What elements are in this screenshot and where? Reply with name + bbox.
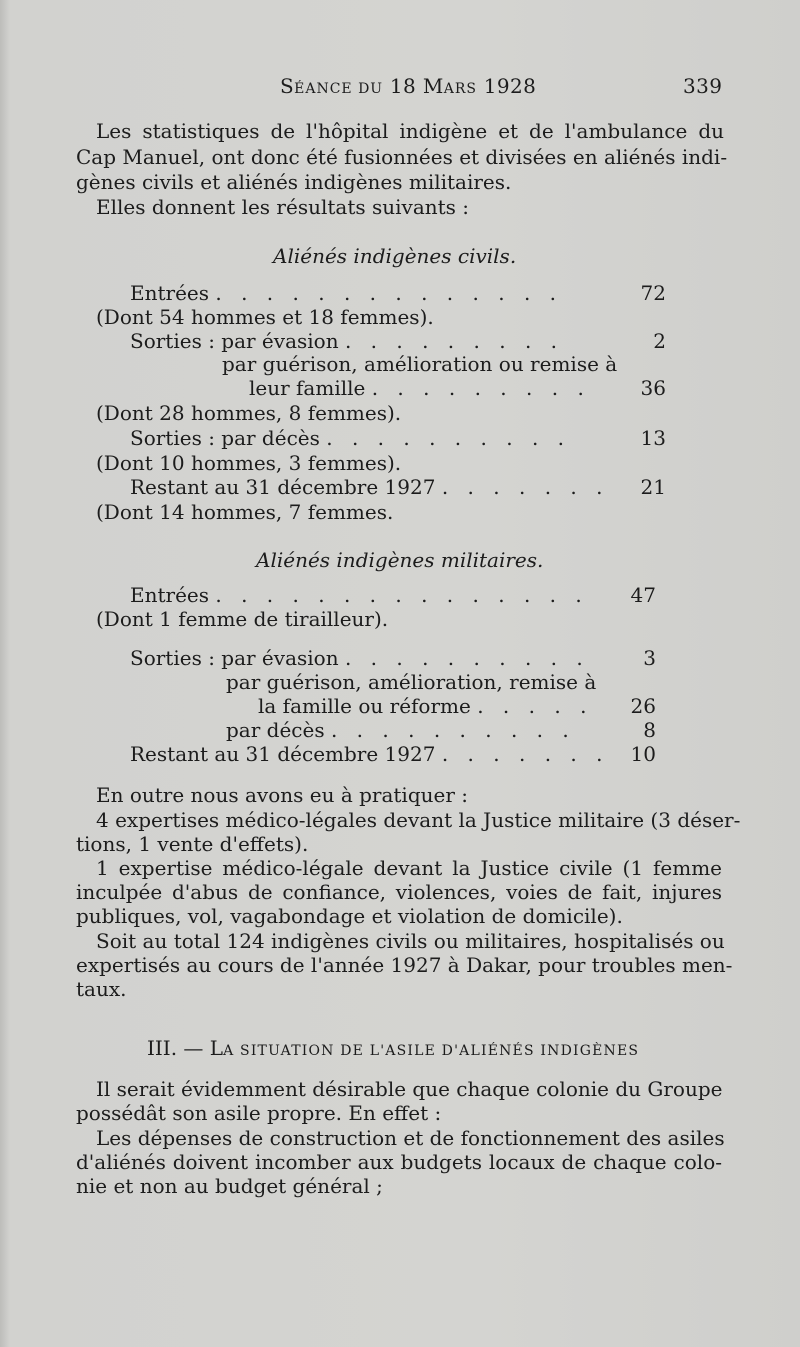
civils-dont-2: (Dont 28 hommes, 8 femmes). — [96, 401, 402, 425]
civils-dont-1: (Dont 54 hommes et 18 femmes). — [96, 305, 434, 329]
civils-sorties-evasion: Sorties : par évasion . . . . . . . . . — [130, 329, 564, 353]
militaires-guerison-line-1: par guérison, amélioration, remise à — [226, 670, 597, 694]
civils-entrees-value: 72 — [640, 281, 666, 305]
outro-line-7: Soit au total 124 indigènes civils ou militaires, hospitalisés ou — [96, 929, 725, 953]
outro-line-9: taux. — [76, 977, 127, 1001]
civils-deces-value: 13 — [640, 426, 666, 450]
civils-restant: Restant au 31 décembre 1927 . . . . . . . — [130, 475, 609, 499]
outro-line-4: 1 expertise médico-légale devant la Justice civile (1 femme — [96, 856, 722, 880]
running-header — [0, 74, 800, 98]
section-3-line-5: nie et non au budget général ; — [76, 1174, 383, 1198]
intro-line-2: Cap Manuel, ont donc été fusionnées et divisées en aliénés indi- — [76, 145, 728, 169]
civils-dont-3: (Dont 10 hommes, 3 femmes). — [96, 451, 402, 475]
outro-line-8: expertisés au cours de l'année 1927 à Dakar, pour troubles men- — [76, 953, 733, 977]
militaires-entrees: Entrées . . . . . . . . . . . . . . . — [130, 583, 589, 607]
militaires-deces: par décès . . . . . . . . . . — [226, 718, 576, 742]
intro-line-4: Elles donnent les résultats suivants : — [96, 195, 470, 219]
intro-line-3: gènes civils et aliénés indigènes militaires. — [76, 170, 512, 194]
intro-line-1: Les statistiques de l'hôpital indigène et de l'ambulance du — [96, 119, 724, 143]
civils-entrees: Entrées . . . . . . . . . . . . . . — [130, 281, 563, 305]
militaires-dont-1: (Dont 1 femme de tirailleur). — [96, 607, 389, 631]
militaires-guerison-value: 26 — [630, 694, 656, 718]
militaires-restant-value: 10 — [630, 742, 656, 766]
civils-restant-value: 21 — [640, 475, 666, 499]
section-3-line-2: possédât son asile propre. En effet : — [76, 1101, 442, 1125]
civils-dont-4: (Dont 14 hommes, 7 femmes. — [96, 500, 394, 524]
civils-heading: Aliénés indigènes civils. — [273, 244, 517, 268]
civils-guerison-value: 36 — [640, 376, 666, 400]
militaires-guerison-line-2: la famille ou réforme . . . . . — [258, 694, 593, 718]
militaires-deces-value: 8 — [643, 718, 656, 742]
section-3-title: III. — LA SITUATION DE L'ASILE D'ALIÉNÉS INDIGÈNES — [147, 1036, 640, 1060]
militaires-heading: Aliénés indigènes militaires. — [256, 548, 544, 572]
militaires-evasion-value: 3 — [643, 646, 656, 670]
outro-line-3: tions, 1 vente d'effets). — [76, 832, 309, 856]
militaires-restant: Restant au 31 décembre 1927 . . . . . . . — [130, 742, 609, 766]
outro-line-2: 4 expertises médico-légales devant la Justice militaire (3 déser- — [96, 808, 741, 832]
section-3-line-4: d'aliénés doivent incomber aux budgets locaux de chaque colo- — [76, 1150, 722, 1174]
civils-guerison-line-2: leur famille . . . . . . . . . — [249, 376, 591, 400]
header-title: SÉANCE DU 18 MARS 1928 — [280, 74, 537, 98]
section-3-line-1: Il serait évidemment désirable que chaque colonie du Groupe — [96, 1077, 723, 1101]
militaires-entrees-value: 47 — [630, 583, 656, 607]
outro-line-5: inculpée d'abus de confiance, violences, voies de fait, injures — [76, 880, 722, 904]
civils-sorties-deces: Sorties : par décès . . . . . . . . . . — [130, 426, 571, 450]
outro-line-1: En outre nous avons eu à pratiquer : — [96, 783, 468, 807]
section-3-line-3: Les dépenses de construction et de fonctionnement des asiles — [96, 1126, 725, 1150]
outro-line-6: publiques, vol, vagabondage et violation de domicile). — [76, 904, 623, 928]
page-number: 339 — [683, 74, 723, 98]
civils-guerison-line-1: par guérison, amélioration ou remise à — [222, 352, 618, 376]
civils-evasion-value: 2 — [653, 329, 666, 353]
militaires-sorties-evasion: Sorties : par évasion . . . . . . . . . . — [130, 646, 590, 670]
